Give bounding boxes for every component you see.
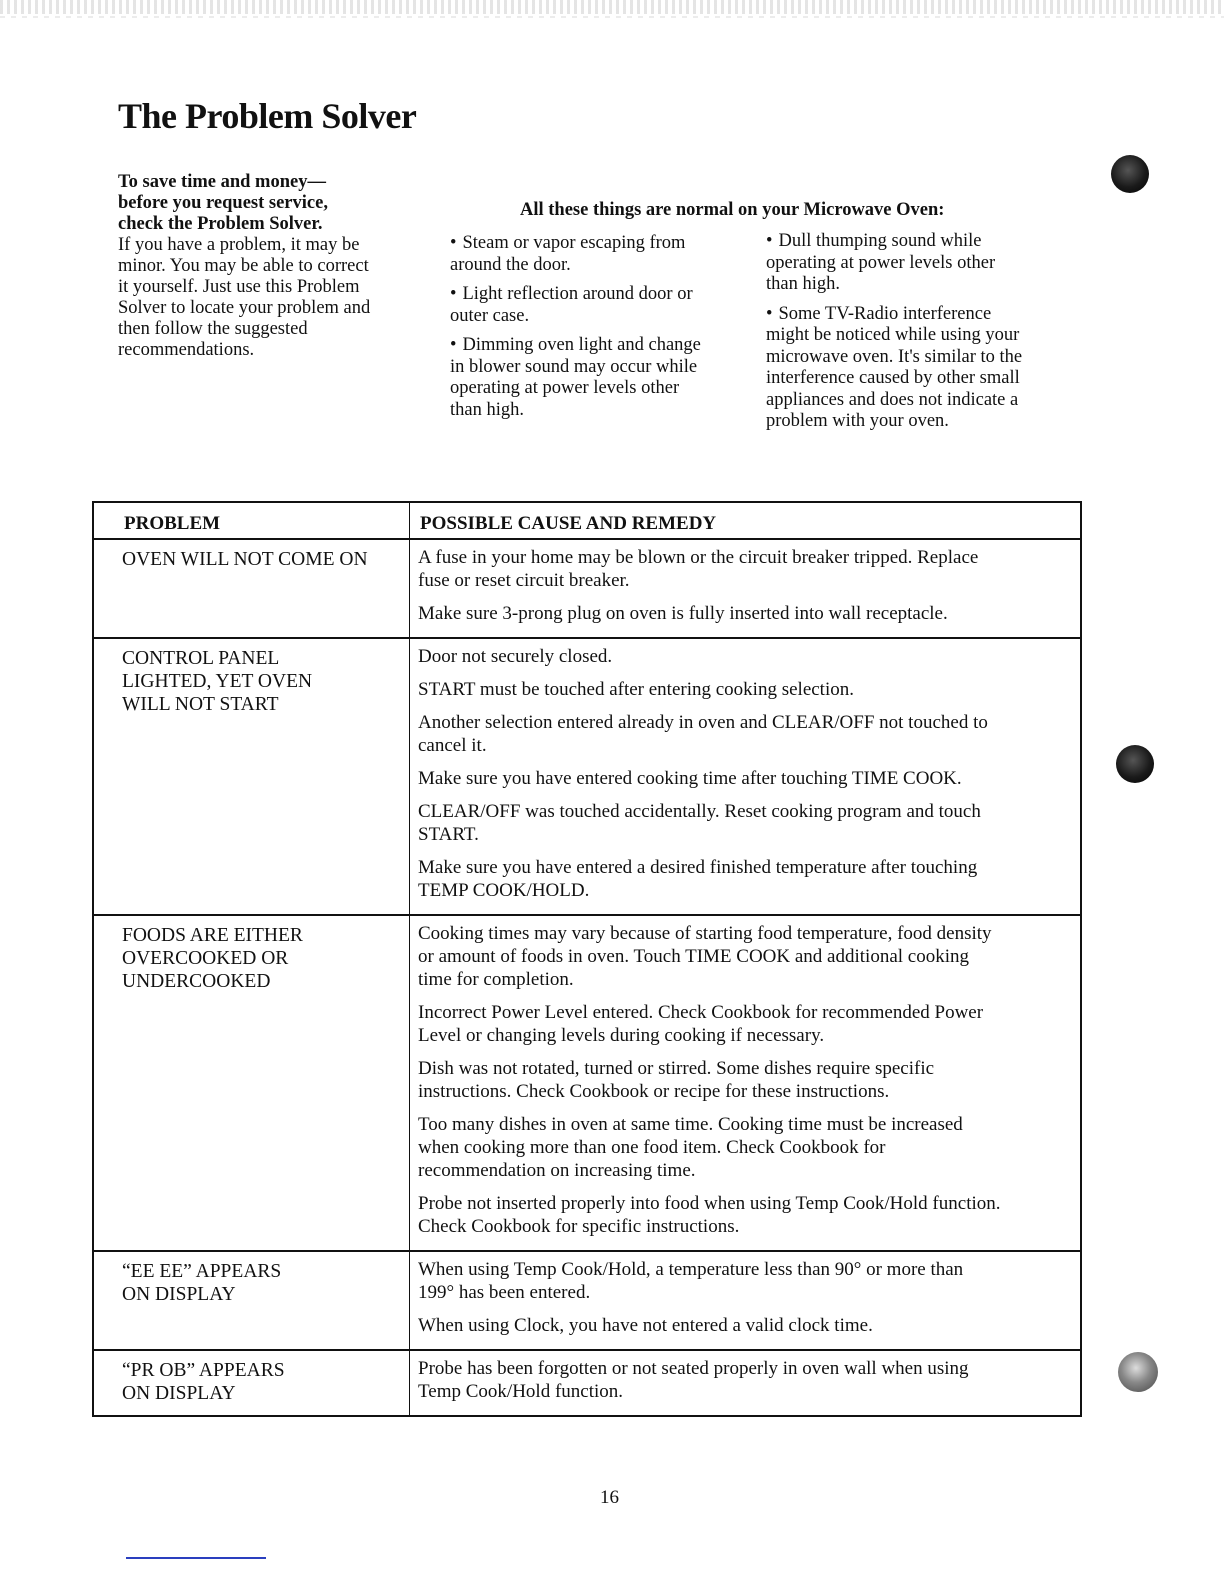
binder-hole-icon	[1116, 745, 1154, 783]
normal-things-right-column	[766, 231, 1056, 441]
remedy-item: A fuse in your home may be blown or the circuit breaker tripped. Replace fuse or reset circuit breaker.	[418, 547, 979, 591]
intro-body-line: then follow the suggested	[118, 319, 308, 339]
problem-cell: “PR OB” APPEARS ON DISPLAY	[94, 1351, 410, 1415]
normal-item: • Steam or vapor escaping from around the door.	[450, 233, 686, 275]
normal-item: • Some TV-Radio interference might be noticed while using your microwave oven. It's similar to the interference caused by other small appliances and does not indicate a problem with your oven.	[766, 303, 1023, 431]
binder-hole-icon	[1118, 1352, 1158, 1392]
problem-cell: “EE EE” APPEARS ON DISPLAY	[94, 1252, 410, 1349]
intro-block	[118, 172, 418, 361]
remedy-item: START must be touched after entering cooking selection.	[418, 679, 854, 700]
normal-things-left-column	[450, 233, 740, 429]
bullet-icon: •	[766, 231, 773, 251]
remedy-item: Incorrect Power Level entered. Check Cookbook for recommended Power Level or changing levels during cooking if necessary.	[418, 1002, 984, 1046]
remedy-item: Make sure you have entered cooking time after touching TIME COOK.	[418, 768, 962, 789]
remedy-item: When using Clock, you have not entered a valid clock time.	[418, 1315, 873, 1336]
problem-cell: CONTROL PANEL LIGHTED, YET OVEN WILL NOT START	[94, 639, 410, 914]
problem-solver-table	[92, 501, 1082, 1417]
table-row	[94, 1252, 1080, 1351]
remedy-item: Another selection entered already in oven and CLEAR/OFF not touched to cancel it.	[418, 712, 988, 756]
bullet-icon: •	[766, 303, 773, 324]
remedy-cell	[410, 916, 1080, 1250]
normal-things-heading: All these things are normal on your Microwave Oven:	[520, 200, 945, 220]
normal-item: • Light reflection around door or outer case.	[450, 284, 693, 326]
header-cause: POSSIBLE CAUSE AND REMEDY	[420, 513, 717, 534]
table-row	[94, 639, 1080, 916]
intro-bold-line: check the Problem Solver.	[118, 214, 323, 234]
bullet-icon: •	[450, 284, 457, 304]
page-title: The Problem Solver	[118, 96, 417, 136]
intro-bold-line: before you request service,	[118, 193, 328, 213]
remedy-item: When using Temp Cook/Hold, a temperature less than 90° or more than 199° has been entered.	[418, 1259, 964, 1303]
remedy-cell	[410, 639, 1080, 914]
table-row	[94, 1351, 1080, 1415]
remedy-item: Probe not inserted properly into food when using Temp Cook/Hold function. Check Cookbook for specific instructions.	[418, 1193, 1001, 1237]
remedy-item: Make sure 3-prong plug on oven is fully inserted into wall receptacle.	[418, 603, 948, 624]
remedy-item: Make sure you have entered a desired finished temperature after touching TEMP COOK/HOLD.	[418, 857, 978, 901]
table-row	[94, 540, 1080, 639]
intro-body-line: Solver to locate your problem and	[118, 298, 371, 318]
header-problem: PROBLEM	[94, 503, 410, 538]
normal-item: • Dimming oven light and change in blower sound may occur while operating at power levels other than high.	[450, 335, 701, 420]
table-header	[94, 503, 1080, 540]
normal-item: • Dull thumping sound while operating at power levels other than high.	[766, 231, 996, 294]
remedy-item: Dish was not rotated, turned or stirred. Some dishes require specific instructions. Check Cookbook or recipe for these instructions.	[418, 1058, 935, 1102]
table-row	[94, 916, 1080, 1252]
problem-cell: FOODS ARE EITHER OVERCOOKED OR UNDERCOOKED	[94, 916, 410, 1250]
bullet-icon: •	[450, 335, 457, 355]
footer-rule	[126, 1557, 266, 1559]
intro-body-line: If you have a problem, it may be	[118, 235, 360, 255]
remedy-item: Too many dishes in oven at same time. Cooking time must be increased when cooking more than one food item. Check Cookbook for recommendation on increasing time.	[418, 1114, 963, 1181]
page-number: 16	[600, 1487, 619, 1508]
remedy-item: CLEAR/OFF was touched accidentally. Reset cooking program and touch START.	[418, 801, 981, 845]
intro-bold-line: To save time and money—	[118, 172, 326, 192]
remedy-cell	[410, 1351, 1080, 1415]
binder-hole-icon	[1111, 155, 1149, 193]
scan-artifact-line	[0, 16, 1224, 18]
intro-body-line: recommendations.	[118, 340, 255, 360]
remedy-cell	[410, 1252, 1080, 1349]
problem-cell: OVEN WILL NOT COME ON	[94, 540, 410, 637]
scan-artifact-top	[0, 0, 1224, 14]
remedy-item: Door not securely closed.	[418, 646, 613, 667]
remedy-item: Probe has been forgotten or not seated properly in oven wall when using Temp Cook/Hold function.	[418, 1358, 969, 1402]
bullet-icon: •	[450, 233, 457, 253]
intro-body-line: it yourself. Just use this Problem	[118, 277, 360, 297]
intro-body-line: minor. You may be able to correct	[118, 256, 369, 276]
remedy-cell	[410, 540, 1080, 637]
remedy-item: Cooking times may vary because of starting food temperature, food density or amount of foods in oven. Touch TIME COOK and additional cooking time for completion.	[418, 923, 992, 990]
